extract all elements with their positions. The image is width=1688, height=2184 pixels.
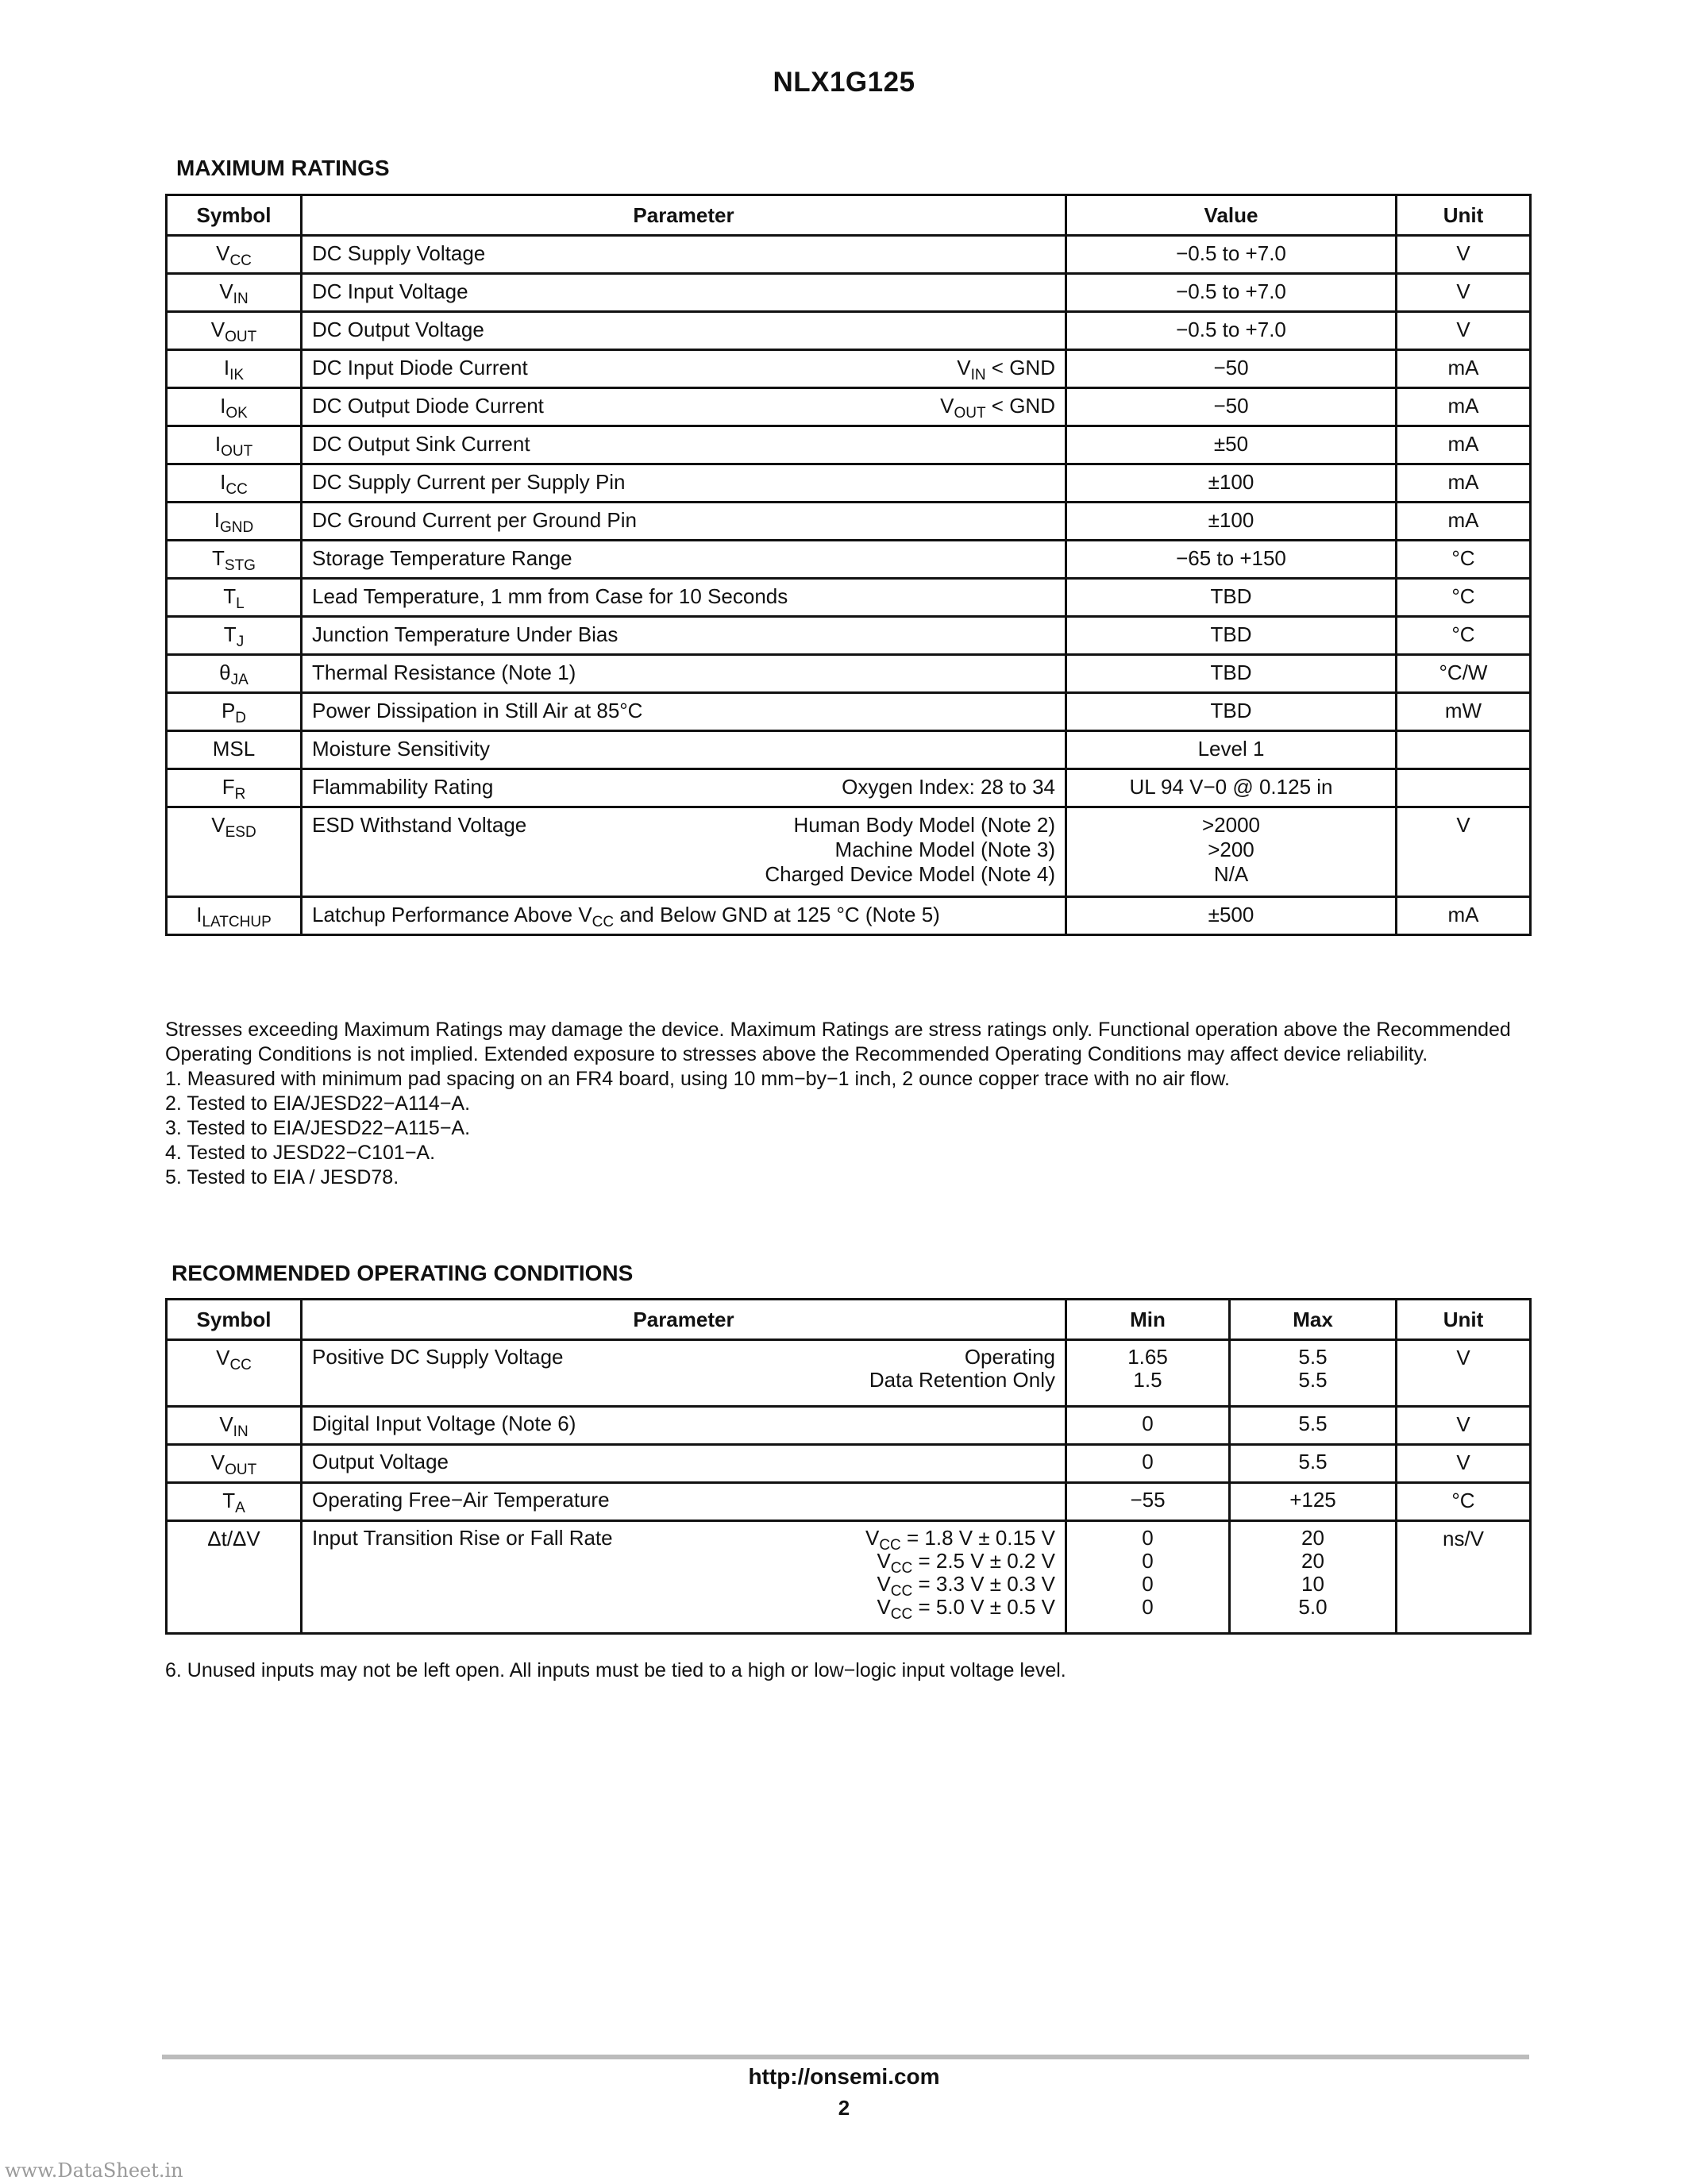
parameter-cell	[302, 312, 1066, 350]
max-cell-line: 20	[1301, 1526, 1324, 1550]
unit-cell: V	[1397, 807, 1531, 897]
max-cell	[1230, 1407, 1397, 1445]
unit-cell	[1397, 731, 1531, 769]
condition-line: Charged Device Model (Note 4)	[765, 862, 1055, 886]
min-cell	[1066, 1521, 1230, 1634]
symbol: $\theta_{JA}$	[219, 661, 249, 688]
value-cell-line: TBD	[1210, 622, 1252, 646]
symbol-cell	[167, 541, 302, 579]
max-ratings-table	[165, 194, 1532, 936]
parameter-cell	[302, 731, 1066, 769]
max-cell-line: 5.5	[1298, 1368, 1328, 1392]
col-header-parameter: Parameter	[302, 1300, 1066, 1340]
value-cell	[1066, 769, 1397, 807]
unit-cell: V	[1397, 236, 1531, 274]
symbol-cell	[167, 617, 302, 655]
rec-op-table	[165, 1298, 1532, 1635]
symbol: $I_{OK}$	[220, 394, 248, 422]
condition-line: Machine Model (Note 3)	[834, 838, 1055, 861]
symbol-cell	[167, 807, 302, 897]
value-cell-line: −50	[1213, 356, 1249, 379]
parameter-label: ESD Withstand Voltage	[312, 813, 527, 837]
symbol: MSL	[212, 737, 256, 761]
symbol-cell	[167, 236, 302, 274]
min-cell-line: 1.5	[1133, 1368, 1162, 1392]
parameter-label: DC Output Diode Current	[312, 394, 544, 418]
page-number: 2	[838, 2096, 850, 2120]
unit-cell: mA	[1397, 426, 1531, 464]
parameter-label: Output Voltage	[312, 1450, 449, 1473]
min-cell-line: 0	[1142, 1572, 1154, 1596]
value-cell-line: TBD	[1210, 584, 1252, 608]
parameter-cell	[302, 541, 1066, 579]
parameter-label: DC Output Sink Current	[312, 432, 530, 456]
symbol: $P_D$	[221, 699, 247, 726]
table-row	[167, 464, 1531, 503]
parameter-cell	[302, 693, 1066, 731]
parameter-label: Positive DC Supply Voltage	[312, 1345, 564, 1369]
table-row	[167, 731, 1531, 769]
value-cell-line: Level 1	[1197, 737, 1265, 761]
col-header-max: Max	[1230, 1300, 1397, 1340]
min-cell-line: −55	[1130, 1488, 1166, 1512]
symbol: $V_{IN}$	[219, 279, 249, 307]
parameter-label: Junction Temperature Under Bias	[312, 622, 619, 646]
symbol-cell	[167, 655, 302, 693]
max-cell	[1230, 1483, 1397, 1521]
parameter-label: DC Supply Current per Supply Pin	[312, 470, 626, 494]
symbol: $I_{GND}$	[214, 508, 254, 536]
unit-cell: mA	[1397, 464, 1531, 503]
parameter-label: DC Supply Voltage	[312, 241, 486, 265]
col-header-symbol: Symbol	[167, 1300, 302, 1340]
max-ratings-notes	[165, 1018, 1529, 1190]
parameter-cell	[302, 897, 1066, 935]
table-row	[167, 579, 1531, 617]
symbol-cell	[167, 769, 302, 807]
unit-cell: °C	[1397, 579, 1531, 617]
value-cell	[1066, 807, 1397, 897]
unit-cell: °C	[1397, 541, 1531, 579]
parameter-label: Moisture Sensitivity	[312, 737, 490, 761]
value-cell-line: N/A	[1213, 862, 1249, 886]
col-header-unit: Unit	[1397, 1300, 1531, 1340]
value-cell	[1066, 312, 1397, 350]
condition-line: $V_{CC} = 3.3$ V ± 0.3 V	[877, 1572, 1055, 1600]
value-cell-line: TBD	[1210, 661, 1252, 684]
symbol-cell	[167, 1521, 302, 1634]
table-row	[167, 388, 1531, 426]
value-cell-line: UL 94 V−0 @ 0.125 in	[1129, 775, 1333, 799]
condition-line: Operating	[964, 1345, 1055, 1369]
value-cell	[1066, 617, 1397, 655]
min-cell-line: 1.65	[1127, 1345, 1168, 1369]
parameter-cell	[302, 1483, 1066, 1521]
condition-line: $V_{CC} = 2.5$ V ± 0.2 V	[877, 1549, 1055, 1577]
parameter-label: Operating Free−Air Temperature	[312, 1488, 610, 1512]
symbol: $T_{STG}$	[212, 546, 256, 574]
table-row	[167, 350, 1531, 388]
value-cell-line: ±50	[1213, 432, 1249, 456]
symbol: Δt/ΔV	[207, 1527, 260, 1550]
symbol-cell	[167, 388, 302, 426]
unit-cell: ns/V	[1397, 1521, 1531, 1634]
symbol-cell	[167, 312, 302, 350]
stress-note: Stresses exceeding Maximum Ratings may damage the device. Maximum Ratings are stress ratings only. Functional operation above the Recommended Operating Conditions is not implied. Extended exposure to stresses above the Recommended Operating Conditions may affect device reliability.	[165, 1019, 1511, 1065]
unit-cell: mW	[1397, 693, 1531, 731]
symbol-cell	[167, 503, 302, 541]
symbol: $V_{CC}$	[216, 1346, 252, 1373]
table-row	[167, 1483, 1531, 1521]
symbol: $I_{OUT}$	[214, 432, 253, 460]
unit-cell: V	[1397, 1407, 1531, 1445]
footnote: 1. Measured with minimum pad spacing on an FR4 board, using 10 mm−by−1 inch, 2 ounce copper trace with no air flow.	[165, 1068, 1230, 1090]
symbol: $T_J$	[223, 622, 245, 650]
value-cell-line: −0.5 to +7.0	[1176, 241, 1286, 265]
table-row	[167, 236, 1531, 274]
parameter-cell	[302, 350, 1066, 388]
col-header-min: Min	[1066, 1300, 1230, 1340]
symbol-cell	[167, 274, 302, 312]
max-ratings-title: MAXIMUM RATINGS	[176, 156, 390, 180]
parameter-label: DC Ground Current per Ground Pin	[312, 508, 637, 532]
parameter-label: DC Input Diode Current	[312, 356, 528, 379]
parameter-cell	[302, 1521, 1066, 1634]
parameter-label: Flammability Rating	[312, 775, 494, 799]
parameter-label: Lead Temperature, 1 mm from Case for 10 Seconds	[312, 584, 788, 608]
symbol: $V_{IN}$	[219, 1412, 249, 1440]
symbol-cell	[167, 897, 302, 935]
value-cell	[1066, 274, 1397, 312]
unit-cell: V	[1397, 1340, 1531, 1407]
max-cell-line: 5.5	[1298, 1412, 1328, 1435]
symbol: $V_{CC}$	[216, 241, 252, 269]
col-header-symbol: Symbol	[167, 195, 302, 236]
table-row	[167, 503, 1531, 541]
unit-cell: mA	[1397, 503, 1531, 541]
condition	[869, 1346, 1055, 1392]
parameter-cell	[302, 655, 1066, 693]
value-cell-line: ±100	[1208, 470, 1254, 494]
parameter-cell	[302, 617, 1066, 655]
value-cell	[1066, 503, 1397, 541]
symbol-cell	[167, 350, 302, 388]
footnote: 3. Tested to EIA/JESD22−A115−A.	[165, 1117, 471, 1139]
value-cell-line: −50	[1213, 394, 1249, 418]
parameter-cell	[302, 579, 1066, 617]
value-cell	[1066, 579, 1397, 617]
symbol: $V_{ESD}$	[211, 813, 256, 841]
value-cell-line: ±100	[1208, 508, 1254, 532]
table-row	[167, 1407, 1531, 1445]
parameter-cell	[302, 388, 1066, 426]
symbol: $F_R$	[222, 775, 246, 803]
symbol-cell	[167, 1340, 302, 1407]
table-row	[167, 1521, 1531, 1634]
rec-op-title: RECOMMENDED OPERATING CONDITIONS	[171, 1261, 634, 1285]
max-cell-line: 10	[1301, 1572, 1324, 1596]
table-row	[167, 312, 1531, 350]
min-cell-line: 0	[1142, 1549, 1154, 1573]
min-cell-line: 0	[1142, 1526, 1154, 1550]
symbol-cell	[167, 1483, 302, 1521]
value-cell-line: −0.5 to +7.0	[1176, 318, 1286, 341]
value-cell	[1066, 388, 1397, 426]
condition	[865, 1526, 1055, 1623]
min-cell-line: 0	[1142, 1595, 1154, 1619]
min-cell	[1066, 1340, 1230, 1407]
unit-cell: mA	[1397, 350, 1531, 388]
value-cell-line: >200	[1208, 838, 1254, 861]
unit-cell: V	[1397, 274, 1531, 312]
table-row	[167, 807, 1531, 897]
min-cell-line: 0	[1142, 1450, 1154, 1473]
unit-cell: mA	[1397, 388, 1531, 426]
value-cell-line: −65 to +150	[1176, 546, 1286, 570]
condition	[765, 813, 1055, 887]
symbol: $I_{CC}$	[220, 470, 248, 498]
parameter-label: Thermal Resistance (Note 1)	[312, 661, 576, 684]
unit-cell: V	[1397, 312, 1531, 350]
symbol-cell	[167, 1445, 302, 1483]
symbol: $T_L$	[223, 584, 245, 612]
symbol: $T_A$	[222, 1489, 245, 1516]
parameter-cell	[302, 464, 1066, 503]
condition-line: $V_{OUT}$ < GND	[940, 394, 1055, 422]
footer-divider	[162, 2055, 1529, 2059]
symbol: $V_{OUT}$	[210, 318, 257, 345]
value-cell	[1066, 897, 1397, 935]
max-cell-line: +125	[1289, 1488, 1336, 1512]
condition	[957, 356, 1055, 383]
page-title: NLX1G125	[773, 67, 915, 98]
max-cell	[1230, 1445, 1397, 1483]
parameter-cell	[302, 274, 1066, 312]
parameter-cell	[302, 1407, 1066, 1445]
value-cell-line: >2000	[1201, 813, 1261, 837]
symbol-cell	[167, 464, 302, 503]
value-cell	[1066, 236, 1397, 274]
unit-cell: mA	[1397, 897, 1531, 935]
table-row	[167, 769, 1531, 807]
symbol: $V_{OUT}$	[210, 1450, 257, 1478]
rec-op-notes	[165, 1658, 1529, 1683]
table-row	[167, 655, 1531, 693]
parameter-label: Digital Input Voltage (Note 6)	[312, 1412, 576, 1435]
parameter-label: Latchup Performance Above $V_{CC}$ and Below GND at 125 °C (Note 5)	[312, 903, 940, 930]
value-cell-line: −0.5 to +7.0	[1176, 279, 1286, 303]
symbol: $I_{LATCHUP}$	[196, 903, 272, 930]
footer-url: http://onsemi.com	[748, 2064, 940, 2089]
condition-line: Data Retention Only	[869, 1368, 1055, 1392]
min-cell	[1066, 1483, 1230, 1521]
parameter-label: Storage Temperature Range	[312, 546, 572, 570]
symbol-cell	[167, 1407, 302, 1445]
table-row	[167, 897, 1531, 935]
value-cell	[1066, 655, 1397, 693]
value-cell	[1066, 350, 1397, 388]
value-cell	[1066, 731, 1397, 769]
parameter-cell	[302, 1340, 1066, 1407]
max-cell	[1230, 1521, 1397, 1634]
condition-line: $V_{CC} = 5.0$ V ± 0.5 V	[877, 1595, 1055, 1623]
table-row	[167, 541, 1531, 579]
condition-line: $V_{IN}$ < GND	[957, 356, 1055, 383]
symbol-cell	[167, 731, 302, 769]
max-cell	[1230, 1340, 1397, 1407]
value-cell	[1066, 464, 1397, 503]
parameter-label: DC Output Voltage	[312, 318, 484, 341]
condition-line: Oxygen Index: 28 to 34	[842, 775, 1055, 799]
unit-cell: °C	[1397, 617, 1531, 655]
max-cell-line: 5.5	[1298, 1345, 1328, 1369]
unit-cell	[1397, 769, 1531, 807]
symbol-cell	[167, 579, 302, 617]
watermark: www.DataSheet.in	[5, 2159, 183, 2182]
col-header-parameter: Parameter	[302, 195, 1066, 236]
condition	[842, 775, 1055, 799]
condition-line: Human Body Model (Note 2)	[793, 813, 1055, 837]
parameter-cell	[302, 807, 1066, 897]
footnote: 5. Tested to EIA / JESD78.	[165, 1166, 399, 1188]
table-row	[167, 1340, 1531, 1407]
table-row	[167, 274, 1531, 312]
table-row	[167, 426, 1531, 464]
footnote: 2. Tested to EIA/JESD22−A114−A.	[165, 1092, 471, 1115]
table-row	[167, 693, 1531, 731]
unit-cell: V	[1397, 1445, 1531, 1483]
parameter-cell	[302, 769, 1066, 807]
symbol-cell	[167, 426, 302, 464]
value-cell	[1066, 426, 1397, 464]
parameter-label: Input Transition Rise or Fall Rate	[312, 1526, 613, 1550]
parameter-cell	[302, 1445, 1066, 1483]
value-cell	[1066, 541, 1397, 579]
parameter-cell	[302, 236, 1066, 274]
min-cell-line: 0	[1142, 1412, 1154, 1435]
condition-line: $V_{CC} = 1.8$ V ± 0.15 V	[865, 1526, 1055, 1554]
col-header-unit: Unit	[1397, 195, 1531, 236]
footnote: 6. Unused inputs may not be left open. All inputs must be tied to a high or low−logic input voltage level.	[165, 1659, 1066, 1681]
symbol: $I_{IK}$	[223, 356, 245, 383]
value-cell-line: ±500	[1208, 903, 1254, 926]
condition	[940, 394, 1055, 422]
min-cell	[1066, 1445, 1230, 1483]
value-cell-line: TBD	[1210, 699, 1252, 722]
table-header-row	[167, 195, 1531, 236]
table-row	[167, 1445, 1531, 1483]
max-cell-line: 20	[1301, 1549, 1324, 1573]
unit-cell: °C/W	[1397, 655, 1531, 693]
unit-cell: °C	[1397, 1483, 1531, 1521]
parameter-cell	[302, 426, 1066, 464]
table-row	[167, 617, 1531, 655]
max-cell-line: 5.0	[1298, 1595, 1328, 1619]
table-header-row	[167, 1300, 1531, 1340]
parameter-cell	[302, 503, 1066, 541]
max-cell-line: 5.5	[1298, 1450, 1328, 1473]
min-cell	[1066, 1407, 1230, 1445]
parameter-label: Power Dissipation in Still Air at 85°C	[312, 699, 643, 722]
parameter-label: DC Input Voltage	[312, 279, 468, 303]
col-header-value: Value	[1066, 195, 1397, 236]
value-cell	[1066, 693, 1397, 731]
footnote: 4. Tested to JESD22−C101−A.	[165, 1142, 436, 1164]
symbol-cell	[167, 693, 302, 731]
